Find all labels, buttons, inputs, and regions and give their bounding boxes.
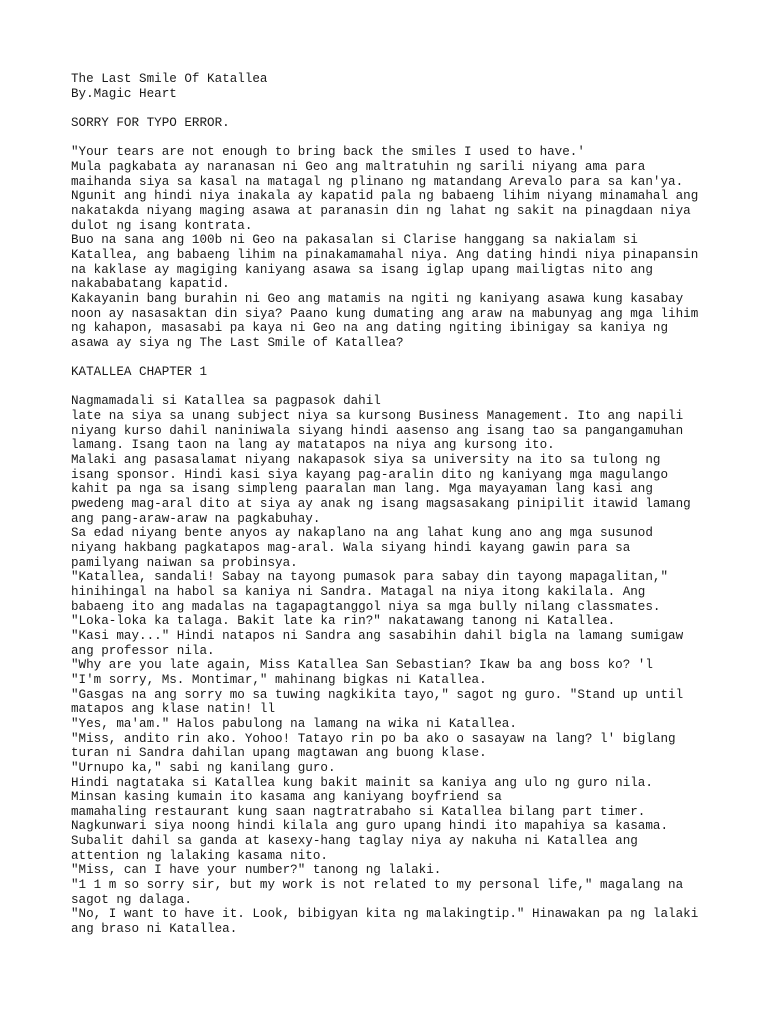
text-line: "Urnupo ka," sabi ng kanilang guro. [71, 760, 336, 775]
text-line: hinihingal na habol sa kaniya ni Sandra. Matagal na niya itong kakilala. Ang [71, 584, 646, 599]
text-line: ang pang-araw-araw na pagkabuhay. [71, 511, 321, 526]
text-line: ang braso ni Katallea. [71, 922, 238, 937]
text-line: "1 1 m so sorry sir, but my work is not related to my personal life," magalang na [71, 878, 684, 893]
text-line: babaeng ito ang madalas na tagapagtanggol niya sa mga bully nilang classmates. [71, 599, 661, 614]
blank-line [71, 101, 748, 116]
text-line: pamilyang naiwan sa probinsya. [71, 555, 298, 570]
text-line: Nagmamadali si Katallea sa pagpasok dahil [71, 394, 381, 409]
blank-line [71, 131, 748, 146]
text-line: noon ay nasasaktan din siya? Paano kung dumating ang araw na mabunyag ang mga lihim [71, 306, 699, 321]
text-line: Katallea, ang babaeng lihim na pinakamamahal niya. Ang dating hindi niya pinapansin [71, 247, 699, 262]
text-line: "Loka-loka ka talaga. Bakit late ka rin?" nakatawang tanong ni Katallea. [71, 614, 616, 629]
text-line: "Why are you late again, Miss Katallea San Sebastian? Ikaw ba ang boss ko? 'l [71, 658, 653, 673]
text-line: maihanda siya sa kasal na matagal ng plinano ng matandang Arevalo para sa kan'ya. [71, 174, 684, 189]
text-line: "No, I want to have it. Look, bibigyan kita ng malakingtip." Hinawakan pa ng lalaki [71, 907, 699, 922]
text-line: kahit pa nga sa isang simpleng paaralan man lang. Mga mayayaman lang kasi ang [71, 482, 653, 497]
text-line: "Your tears are not enough to bring back the smiles I used to have.' [71, 145, 585, 160]
text-line: "Miss, andito rin ako. Yohoo! Tatayo rin po ba ako o sasayaw na lang? l' biglang [71, 731, 676, 746]
text-line: dulot ng isang kontrata. [71, 218, 253, 233]
text-line: attention ng lalaking kasama nito. [71, 848, 328, 863]
text-line: ang professor nila. [71, 643, 215, 658]
text-line: Minsan kasing kumain ito kasama ang kaniyang boyfriend sa [71, 790, 502, 805]
text-line: pwedeng mag-aral dito at siya ay anak ng isang magsasakang pinipilit itawid lamang [71, 497, 691, 512]
text-line: lamang. Isang taon na lang ay matatapos na niya ang kursong ito. [71, 438, 555, 453]
text-line: late na siya sa unang subject niya sa kursong Business Management. Ito ang napili [71, 409, 684, 424]
text-line: SORRY FOR TYPO ERROR. [71, 115, 230, 130]
text-line: Mula pagkabata ay naranasan ni Geo ang maltratuhin ng sarili niyang ama para [71, 159, 646, 174]
text-line: "Yes, ma'am." Halos pabulong na lamang na wika ni Katallea. [71, 716, 517, 731]
text-line: Ngunit ang hindi niya inakala ay kapatid pala ng babaeng lihim niyang minamahal ang [71, 189, 699, 204]
text-line: niyang hakbang pagkatapos mag-aral. Wala siyang hindi kayang gawin para sa [71, 541, 631, 555]
text-line: turan ni Sandra dahilan upang magtawan ang buong klase. [71, 746, 487, 761]
text-line: "Katallea, sandali! Sabay na tayong pumasok para sabay din tayong mapagalitan," [71, 570, 669, 585]
text-line: Subalit dahil sa ganda at kasexy-hang taglay niya ay nakuha ni Katallea ang [71, 834, 638, 849]
text-line: Sa edad niyang bente anyos ay nakaplano na ang lahat kung ano ang mga susunod [71, 526, 653, 541]
text-line: KATALLEA CHAPTER 1 [71, 365, 208, 380]
text-line: Buo na sana ang 100b ni Geo na pakasalan si Clarise hanggang sa nakialam si [71, 233, 638, 248]
text-line: niyang kurso dahil naniniwala siyang hindi aasenso ang isang tao sa pangangamuhan [71, 423, 684, 438]
text-line: Malaki ang pasasalamat niyang nakapasok siya sa university na ito sa tulong ng [71, 453, 661, 468]
blank-line [71, 380, 748, 395]
text-line: nakatakda niyang maging asawa at paranasin din ng lahat ng sakit na pinagdaan niya [71, 203, 691, 218]
text-line: Nagkunwari siya noong hindi kilala ang guro upang hindi ito mapahiya sa kasama. [71, 819, 669, 834]
text-line: na kaklase ay magiging kaniyang asawa sa isang iglap upang mailigtas nito ang [71, 262, 653, 277]
text-line: isang sponsor. Hindi kasi siya kayang pag-aralin dito ng kaniyang mga magulango [71, 467, 669, 482]
text-line: "I'm sorry, Ms. Montimar," mahinang bigkas ni Katallea. [71, 672, 487, 687]
blank-line [71, 350, 748, 365]
text-line: asawa ay siya ng The Last Smile of Katallea? [71, 335, 404, 350]
text-line: The Last Smile Of Katallea [71, 72, 268, 86]
document-page [71, 72, 748, 937]
text-line: matapos ang klase natin! ll [71, 702, 276, 717]
text-line: "Gasgas na ang sorry mo sa tuwing nagkikita tayo," sagot ng guro. "Stand up until [71, 687, 684, 702]
text-line: sagot ng dalaga. [71, 892, 192, 907]
text-line: "Miss, can I have your number?" tanong ng lalaki. [71, 863, 442, 878]
text-line: "Kasi may..." Hindi natapos ni Sandra ang sasabihin dahil bigla na lamang sumigaw [71, 628, 684, 643]
text-line: Hindi nagtataka si Katallea kung bakit mainit sa kaniya ang ulo ng guro nila. [71, 775, 653, 790]
text-line: By.Magic Heart [71, 86, 177, 101]
text-line: ng kahapon, masasabi pa kaya ni Geo na ang dating ngiting ibinigay sa kaniya ng [71, 321, 669, 336]
text-line: mamahaling restaurant kung saan nagtratrabaho si Katallea bilang part timer. [71, 804, 646, 819]
text-line: nakababatang kapatid. [71, 277, 230, 292]
text-line: Kakayanin bang burahin ni Geo ang matamis na ngiti ng kaniyang asawa kung kasabay [71, 291, 684, 306]
